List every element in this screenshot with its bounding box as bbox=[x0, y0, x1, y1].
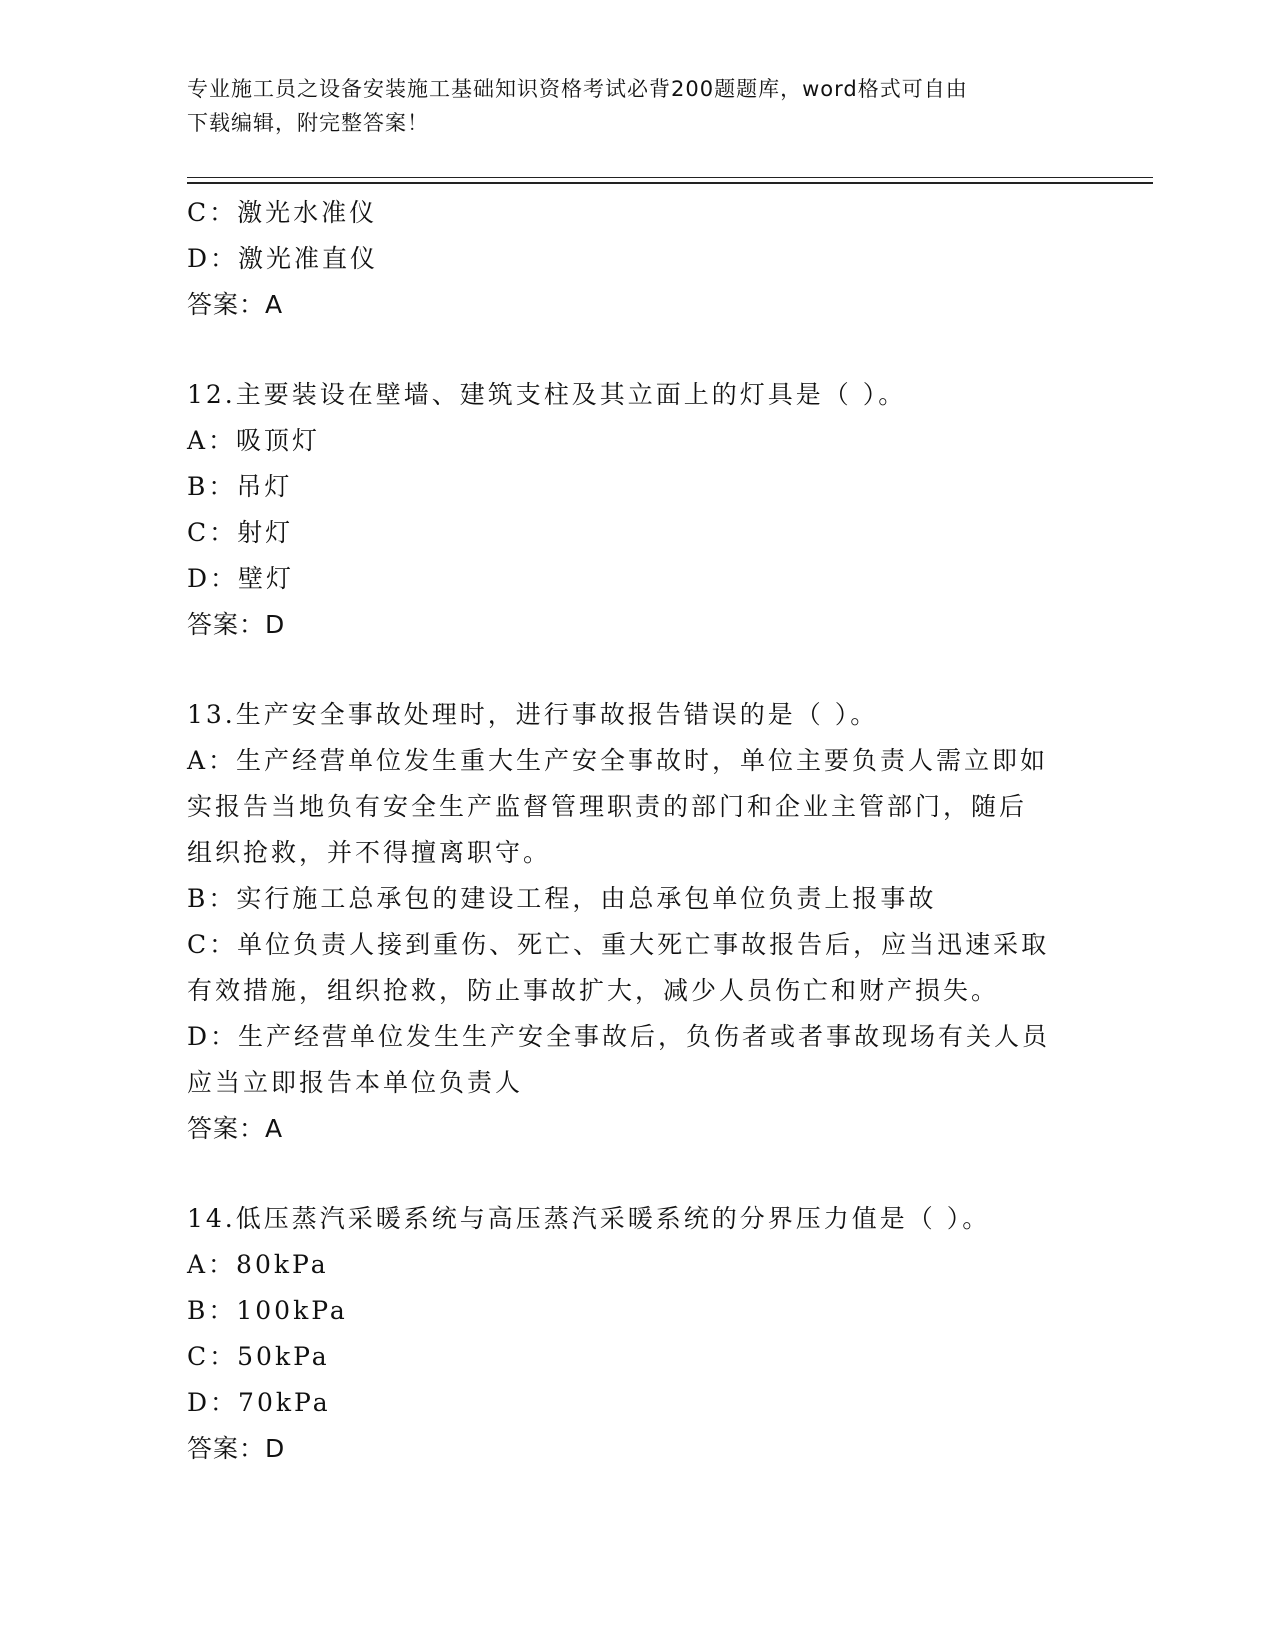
q14-answer: 答案：D bbox=[187, 1434, 286, 1463]
prev-option-c: C：激光水准仪 bbox=[187, 198, 378, 227]
spacer bbox=[187, 328, 1087, 372]
q13-option-d-line-2: 应当立即报告本单位负责人 bbox=[187, 1068, 524, 1097]
q13-option-b: B：实行施工总承包的建设工程，由总承包单位负责上报事故 bbox=[187, 884, 937, 913]
q12-option-c: C：射灯 bbox=[187, 518, 294, 547]
q12-option-b: B：吊灯 bbox=[187, 472, 293, 501]
q13-option-a-line-3: 组织抢救，并不得擅离职守。 bbox=[187, 838, 552, 867]
q12-option-a: A：吸顶灯 bbox=[187, 426, 321, 455]
q13-answer: 答案：A bbox=[187, 1114, 284, 1143]
q14-question: 14.低压蒸汽采暖系统与高压蒸汽采暖系统的分界压力值是（ ）。 bbox=[187, 1204, 991, 1233]
header-divider-thin bbox=[187, 177, 1153, 178]
q12-option-d: D：壁灯 bbox=[187, 564, 295, 593]
q13-question: 13.生产安全事故处理时，进行事故报告错误的是（ ）。 bbox=[187, 700, 879, 729]
q13-option-c-line-1: C：单位负责人接到重伤、死亡、重大死亡事故报告后，应当迅速采取 bbox=[187, 930, 1050, 959]
prev-option-d: D：激光准直仪 bbox=[187, 244, 379, 273]
document-header bbox=[187, 72, 1087, 140]
header-divider-thick bbox=[187, 182, 1153, 184]
spacer bbox=[187, 648, 1087, 692]
q13-option-a-line-2: 实报告当地负有安全生产监督管理职责的部门和企业主管部门，随后 bbox=[187, 792, 1028, 821]
q14-option-a: A：80kPa bbox=[187, 1250, 329, 1279]
q14-option-c: C：50kPa bbox=[187, 1342, 330, 1371]
spacer bbox=[187, 1152, 1087, 1196]
q12-question: 12.主要装设在壁墙、建筑支柱及其立面上的灯具是（ ）。 bbox=[187, 380, 907, 409]
q13-option-d-line-1: D：生产经营单位发生生产安全事故后，负伤者或者事故现场有关人员 bbox=[187, 1022, 1051, 1051]
question-content bbox=[187, 190, 1087, 1472]
prev-answer: 答案：A bbox=[187, 290, 284, 319]
q14-option-b: B：100kPa bbox=[187, 1296, 348, 1325]
q13-option-c-line-2: 有效措施，组织抢救，防止事故扩大，减少人员伤亡和财产损失。 bbox=[187, 976, 1000, 1005]
header-line-1: 专业施工员之设备安装施工基础知识资格考试必背200题题库，word格式可自由 bbox=[187, 77, 968, 101]
header-line-2: 下载编辑，附完整答案！ bbox=[187, 111, 429, 135]
q13-option-a-line-1: A：生产经营单位发生重大生产安全事故时，单位主要负责人需立即如 bbox=[187, 746, 1049, 775]
q14-option-d: D：70kPa bbox=[187, 1388, 331, 1417]
q12-answer: 答案：D bbox=[187, 610, 286, 639]
